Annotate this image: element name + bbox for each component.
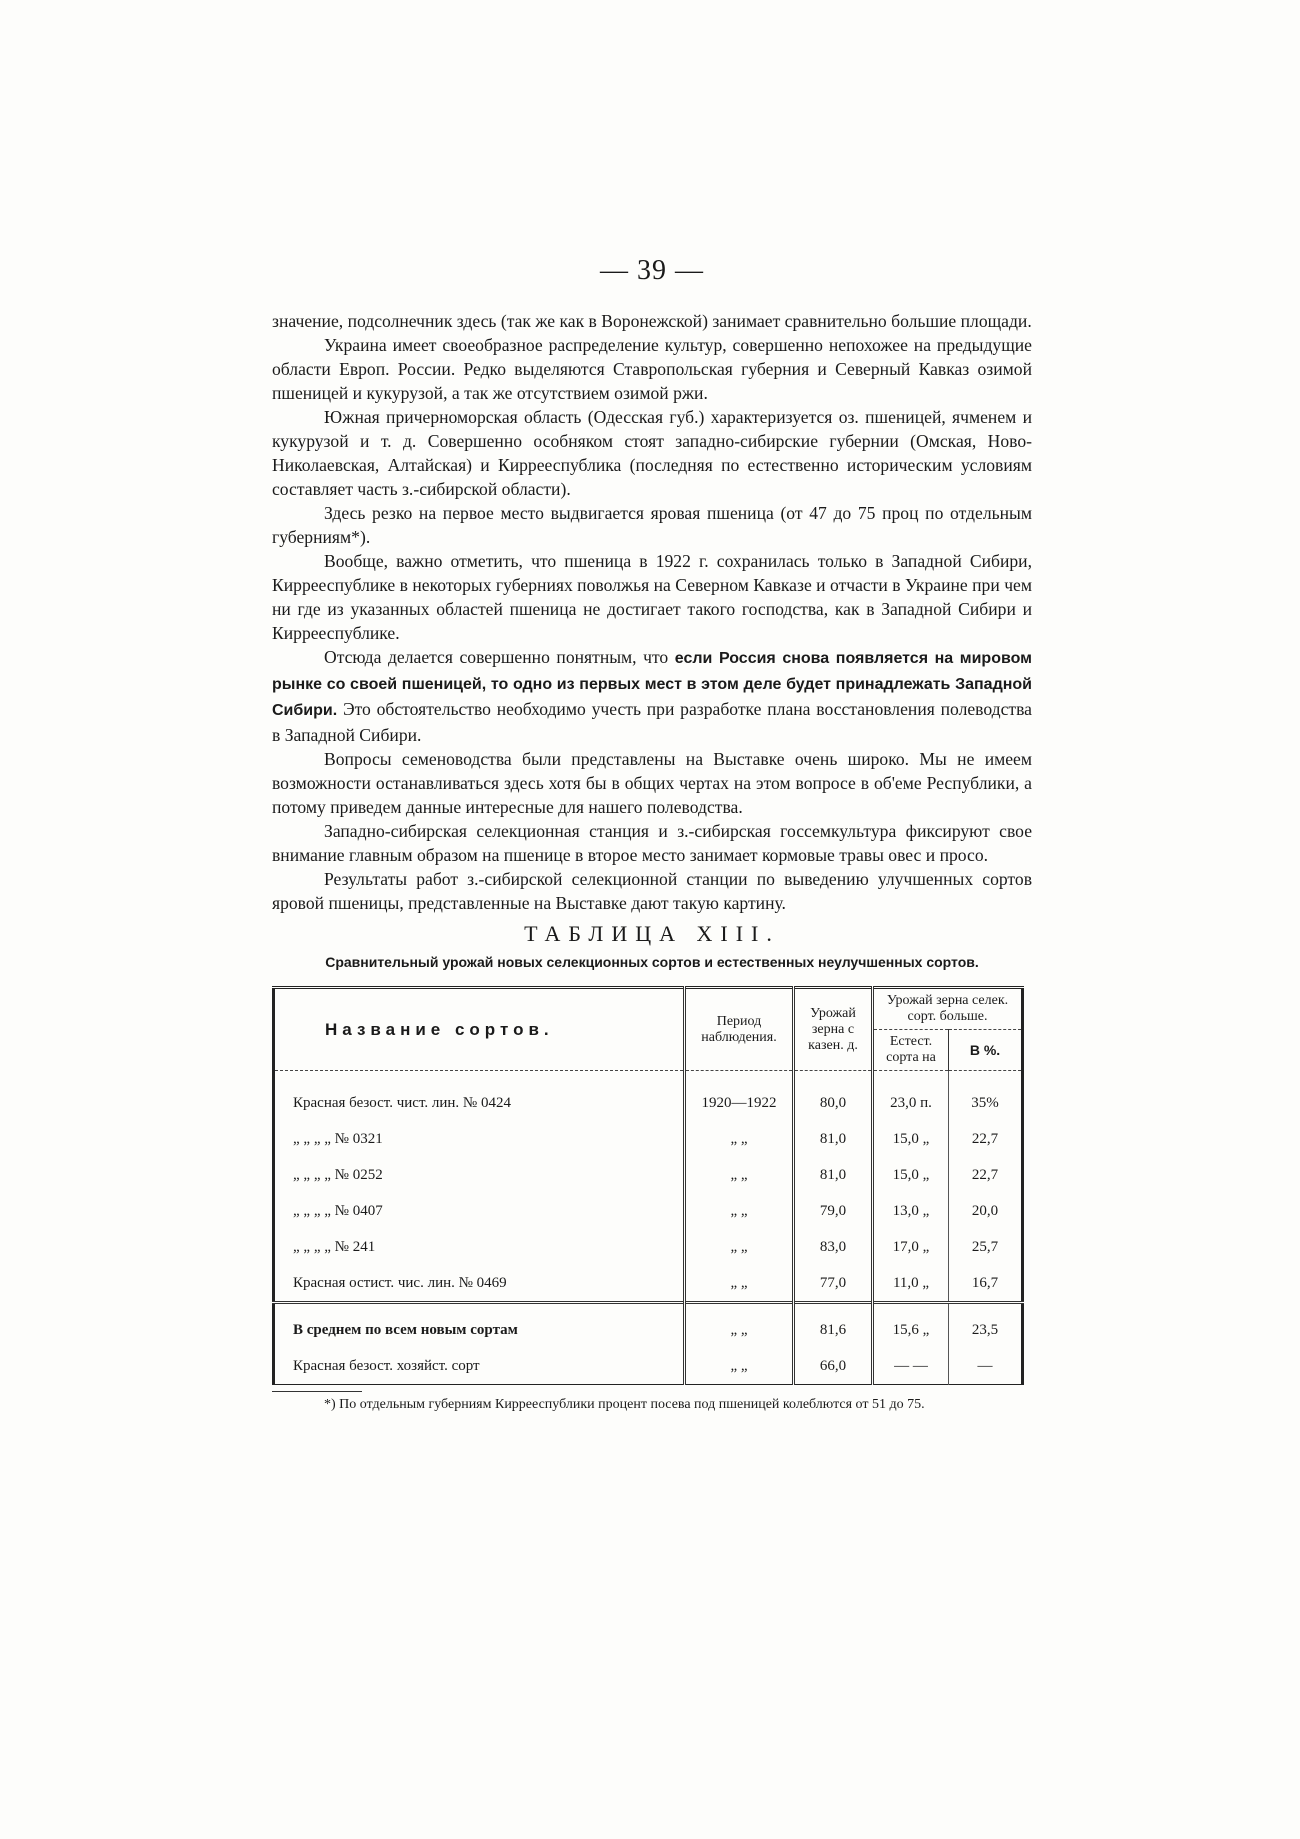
footnote-divider — [272, 1391, 362, 1392]
paragraph-6 — [272, 645, 1032, 747]
row-pct: 35% — [949, 1085, 1023, 1121]
document-page — [272, 255, 1032, 1413]
row-yield: 79,0 — [794, 1193, 873, 1229]
paragraph-6-after: Это обстоятельство необходимо учесть при разработке плана восстановления полеводства в Западной Сибири. — [272, 699, 1032, 745]
header-name: Название сортов. — [274, 988, 685, 1071]
row-period: „ „ — [685, 1193, 794, 1229]
summary-natural: — — — [873, 1348, 949, 1385]
row-name: Красная остист. чис. лин. № 0469 — [293, 1274, 507, 1291]
row-pct: 22,7 — [949, 1121, 1023, 1157]
header-pct: В %. — [949, 1030, 1023, 1071]
paragraph-5: Вообще, важно отметить, что пшеница в 1922 г. сохранилась только в Западной Сибири, Киррееспублике в некоторых губерниях поволжья на Северном Кавказе и отчасти в Украине при чем ни где из указанных областей пшеница не достигает такого господства, как в Западной Сибири и Киррееспублике. — [272, 551, 1032, 643]
header-group: Урожай зерна селек. сорт. больше. — [873, 988, 1023, 1030]
yield-table — [272, 986, 1024, 1385]
paragraph-6-before: Отсюда делается совершенно понятным, что — [324, 647, 669, 667]
table-row — [274, 1229, 1023, 1265]
row-yield: 77,0 — [794, 1265, 873, 1303]
table-row — [274, 1157, 1023, 1193]
row-name: Красная безост. чист. лин. № 0424 — [293, 1094, 511, 1111]
paragraph-6-bold: если Россия снова появляется на мировом рынке со своей пшеницей, то одно из первых мест в этом деле будет принадлежать Западной Сибири. — [272, 650, 1032, 719]
row-period: „ „ — [685, 1265, 794, 1303]
table-row — [274, 1193, 1023, 1229]
table-summary-row — [274, 1312, 1023, 1348]
paragraph-4: Здесь резко на первое место выдвигается яровая пшеница (от 47 до 75 проц по отдельным губерниям*). — [272, 503, 1032, 547]
table-row — [274, 1265, 1023, 1303]
paragraph-3: Южная причерноморская область (Одесская губ.) характеризуется оз. пшеницей, ячменем и кукурузой и т. д. Совершенно особняком стоят западно-сибирские губернии (Омская, Ново-Николаевская, Алтайская) и Киррееспублика (последняя по естественно историческим условиям составляет часть з.-сибирской области). — [272, 407, 1032, 499]
row-yield: 81,0 — [794, 1121, 873, 1157]
summary-yield: 81,6 — [794, 1312, 873, 1348]
summary-name: Красная безост. хозяйст. сорт — [293, 1357, 480, 1374]
row-natural: 13,0 „ — [873, 1193, 949, 1229]
row-pct: 20,0 — [949, 1193, 1023, 1229]
row-pct: 25,7 — [949, 1229, 1023, 1265]
header-period: Период наблюдения. — [685, 988, 794, 1071]
summary-period: „ „ — [685, 1312, 794, 1348]
table-row — [274, 1121, 1023, 1157]
summary-pct: — — [949, 1348, 1023, 1385]
row-period: „ „ — [685, 1121, 794, 1157]
row-yield: 80,0 — [794, 1085, 873, 1121]
summary-pct: 23,5 — [949, 1312, 1023, 1348]
row-name: „ „ „ „ № 0252 — [293, 1166, 383, 1183]
row-pct: 22,7 — [949, 1157, 1023, 1193]
row-yield: 83,0 — [794, 1229, 873, 1265]
summary-yield: 66,0 — [794, 1348, 873, 1385]
row-name: „ „ „ „ № 241 — [293, 1238, 376, 1255]
summary-name: В среднем по всем новым сортам — [293, 1321, 518, 1338]
row-pct: 16,7 — [949, 1265, 1023, 1303]
table-title: ТАБЛИЦА XIII. — [524, 921, 780, 946]
row-yield: 81,0 — [794, 1157, 873, 1193]
row-name: „ „ „ „ № 0407 — [293, 1202, 383, 1219]
table-caption: Сравнительный урожай новых селекционных сортов и естественных неулучшенных сортов. — [325, 954, 979, 970]
summary-period: „ „ — [685, 1348, 794, 1385]
row-period: „ „ — [685, 1157, 794, 1193]
table-summary-row — [274, 1348, 1023, 1385]
page-number: — 39 — — [600, 255, 704, 286]
row-natural: 15,0 „ — [873, 1157, 949, 1193]
row-natural: 17,0 „ — [873, 1229, 949, 1265]
paragraph-1: значение, подсолнечник здесь (так же как в Воронежской) занимает сравнительно большие площади. — [272, 311, 1032, 331]
row-name: „ „ „ „ № 0321 — [293, 1130, 383, 1147]
summary-natural: 15,6 „ — [873, 1312, 949, 1348]
footnote: *) По отдельным губерниям Киррееспублики процент посева под пшеницей колеблются от 51 до 75. — [324, 1397, 925, 1412]
header-natural: Естест. сорта на — [873, 1030, 949, 1071]
row-natural: 11,0 „ — [873, 1265, 949, 1303]
paragraph-9: Результаты работ з.-сибирской селекционной станции по выведению улучшенных сортов яровой пшеницы, представленные на Выставке дают такую картину. — [272, 869, 1032, 913]
table-row — [274, 1085, 1023, 1121]
paragraph-8: Западно-сибирская селекционная станция и з.-сибирская госсемкультура фиксируют свое внимание главным образом на пшенице в второе место занимает кормовые травы овес и просо. — [272, 821, 1032, 865]
paragraph-7: Вопросы семеноводства были представлены на Выставке очень широко. Мы не имеем возможности останавливаться здесь хотя бы в общих чертах на этом вопросе в об'еме Республики, а потому приведем данные интересные для нашего полеводства. — [272, 749, 1032, 817]
row-period: „ „ — [685, 1229, 794, 1265]
row-natural: 23,0 п. — [873, 1085, 949, 1121]
row-period: 1920—1922 — [685, 1085, 794, 1121]
header-yield: Урожай зерна с казен. д. — [794, 988, 873, 1071]
paragraph-2: Украина имеет своеобразное распределение культур, совершенно непохожее на предыдущие области Европ. России. Редко выделяются Ставропольская губерния и Северный Кавказ озимой пшеницей и кукурузой, а так же отсутствием озимой ржи. — [272, 335, 1032, 403]
row-natural: 15,0 „ — [873, 1121, 949, 1157]
